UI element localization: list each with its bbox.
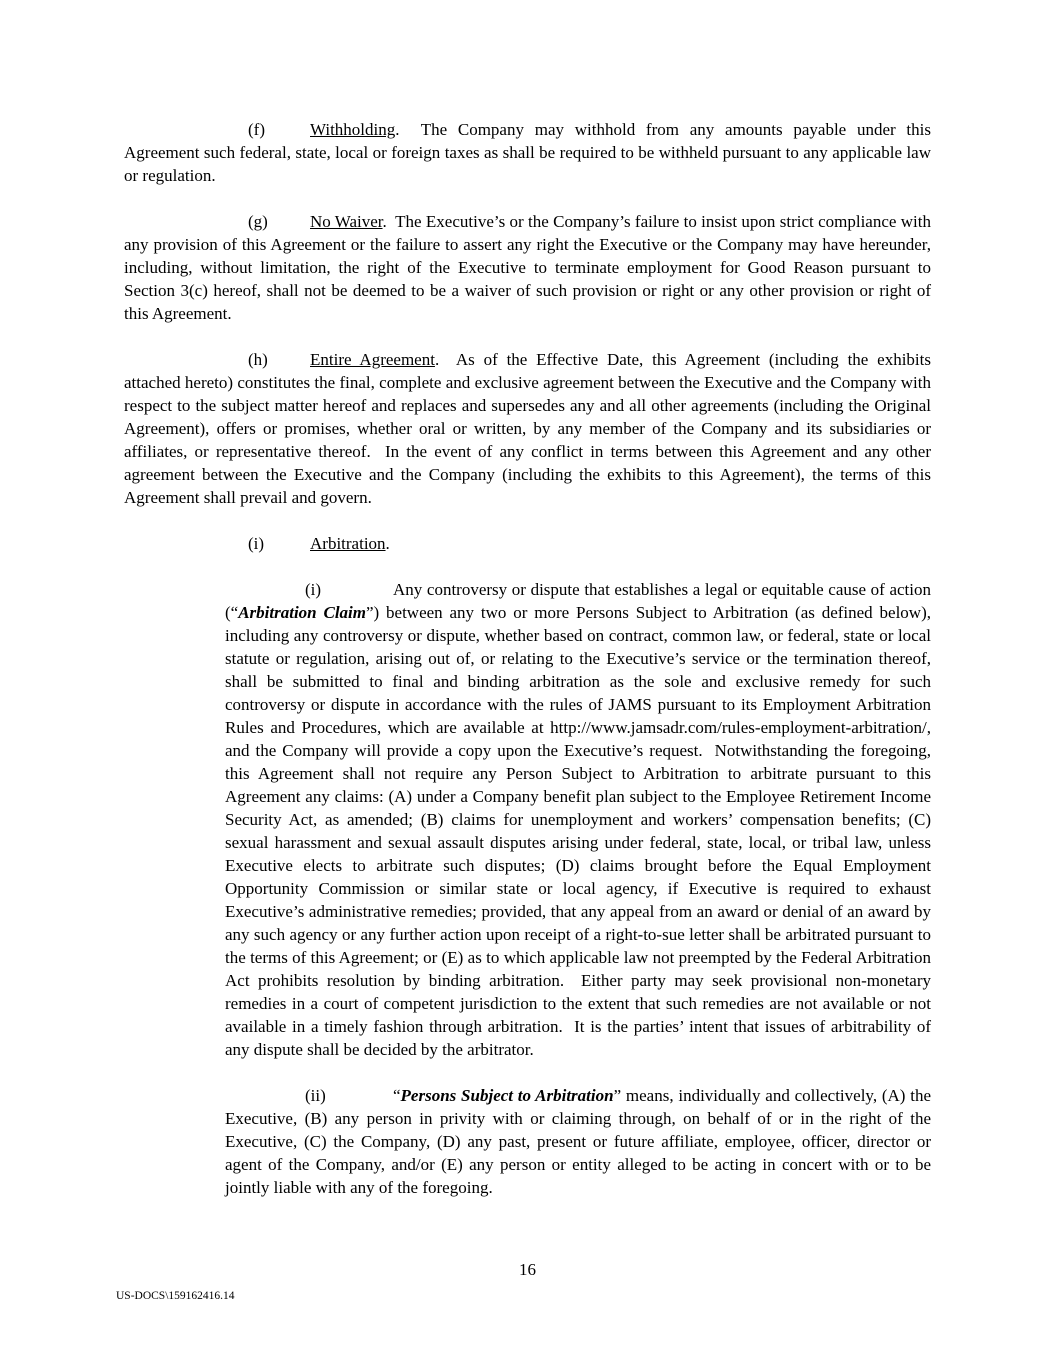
text-run: Any controversy or dispute that establishes a legal or equitable cause of action (“ xyxy=(225,580,931,622)
section-heading: Withholding xyxy=(310,120,396,139)
section-heading: No Waiver xyxy=(310,212,383,231)
section-heading: Arbitration xyxy=(310,534,386,553)
para-i-ii-persons-subject-to-arbitration xyxy=(225,1084,931,1199)
para-i-i-arbitration-claim xyxy=(225,578,931,1061)
defined-term: Persons Subject to Arbitration xyxy=(400,1086,614,1105)
text-run: ”) between any two or more Persons Subject to Arbitration (as defined below), including any controversy or dispute, whether based on contract, common law, or federal, state or local statute or regulation, arising out of, or relating to the Executive’s service or the termination thereof, shall be submitted to final and binding arbitration as the sole and exclusive remedy for such controversy or dispute in accordance with the rules of JAMS pursuant to its Employment Arbitration Rules and Procedures, which are available at http://www.jamsadr.com/rules-employment-arbitration/, and the Company will provide a copy upon the Executive’s request. Notwithstanding the foregoing, this Agreement shall not require any Person Subject to Arbitration to arbitrate pursuant to this Agreement any claims: (A) under a Company benefit plan subject to the Employee Retirement Income Security Act, as amended; (B) claims for unemployment and workers’ compensation benefits; (C) sexual harassment and sexual assault disputes arising under federal, state, local, or tribal law, unless Executive elects to arbitrate such disputes; (D) claims brought before the Equal Employment Opportunity Commission or similar state or local agency, if Executive is required to exhaust Executive’s administrative remedies; provided, that any appeal from an award or denial of an award by any such agency or any further action upon receipt of a right-to-sue letter shall be arbitrated pursuant to the terms of this Agreement; or (E) as to which applicable law not preempted by the Federal Arbitration Act prohibits resolution by binding arbitration. Either party may seek provisional non-monetary remedies in a court of competent jurisdiction to the extent that such remedies are not available or not available in a timely fashion through arbitration. It is the parties’ intent that issues of arbitrability of any dispute shall be decided by the arbitrator. xyxy=(225,603,931,1059)
paragraph-label: (g) xyxy=(248,212,268,231)
text-run: . The Company may withhold from any amounts payable under this Agreement such federal, state, local or foreign taxes as shall be required to be withheld pursuant to any applicable law or regulation. xyxy=(124,120,931,185)
text-run: “ xyxy=(393,1086,401,1105)
page-number: 16 xyxy=(519,1260,536,1279)
paragraph-label: (i) xyxy=(248,534,265,553)
para-g-no-waiver xyxy=(124,210,931,325)
paragraph-label: (i) xyxy=(305,580,322,599)
footer-document-id: US-DOCS\159162416.14 xyxy=(116,1290,235,1302)
heading-i-arbitration xyxy=(124,532,931,555)
text-run: . As of the Effective Date, this Agreement (including the exhibits attached hereto) constitutes the final, complete and exclusive agreement between the Executive and the Company with respect to the subject matter hereof and replaces and supersedes any and all other agreements (including the Original Agreement), offers or promises, whether oral or written, by any member of the Company and its subsidiaries or affiliates, or representative thereof. In the event of any conflict in terms between this Agreement and any other agreement between the Executive and the Company (including the exhibits to this Agreement), the terms of this Agreement shall prevail and govern. xyxy=(124,350,931,507)
section-heading: Entire Agreement xyxy=(310,350,435,369)
defined-term: Arbitration Claim xyxy=(238,603,366,622)
paragraph-label: (h) xyxy=(248,350,268,369)
para-f-withholding xyxy=(124,118,931,187)
text-run: . The Executive’s or the Company’s failure to insist upon strict compliance with any provision of this Agreement or the failure to assert any right the Executive or the Company may have hereunder, including, without limitation, the right of the Executive to terminate employment for Good Reason pursuant to Section 3(c) hereof, shall not be deemed to be a waiver of such provision or right or any other provision or right of this Agreement. xyxy=(124,212,931,323)
text-run: ” means, individually and collectively, (A) the Executive, (B) any person in privity with or claiming through, on behalf of or in the right of the Executive, (C) the Company, (D) any past, present or future affiliate, employee, officer, director or agent of the Company, and/or (E) any person or entity alleged to be acting in concert with or to be jointly liable with any of the foregoing. xyxy=(225,1086,931,1197)
paragraph-label: (f) xyxy=(248,120,265,139)
text-run: . xyxy=(385,534,390,553)
para-h-entire-agreement xyxy=(124,348,931,509)
paragraph-label: (ii) xyxy=(305,1086,326,1105)
